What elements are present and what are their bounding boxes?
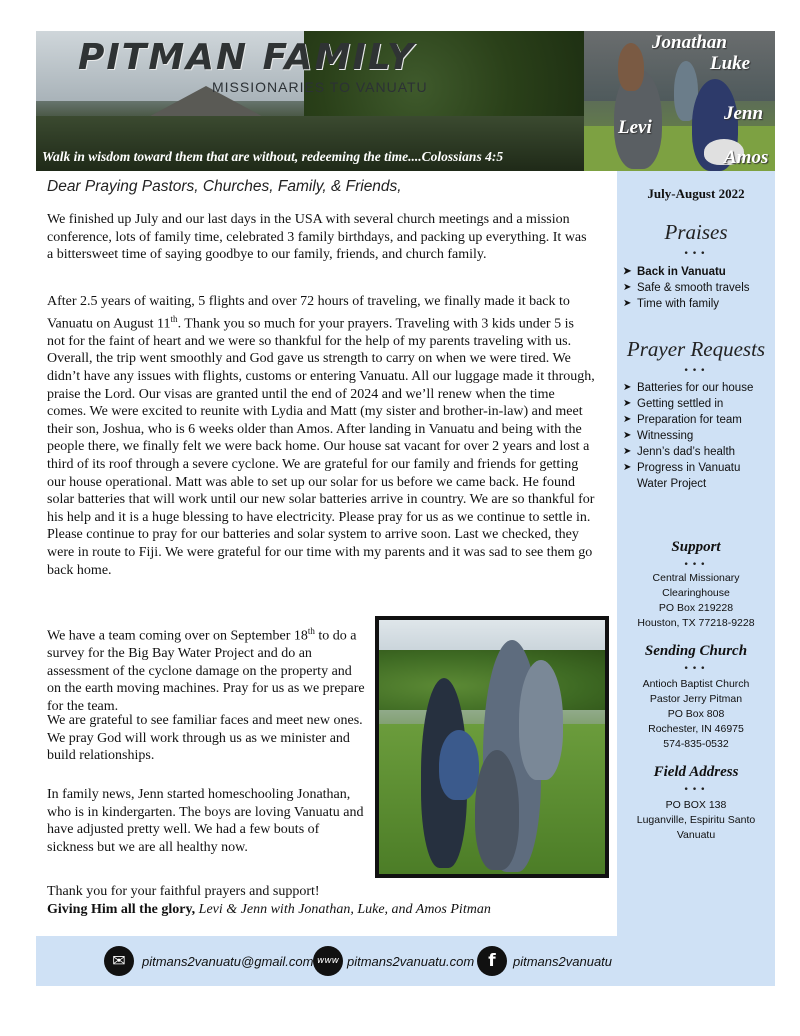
family-photo: [584, 31, 775, 171]
prayer-requests-list: [623, 380, 773, 492]
label-levi: Levi: [618, 117, 652, 138]
label-jonathan: Jonathan: [652, 32, 727, 53]
paragraph-2: [47, 293, 595, 579]
person-jonathan: [618, 43, 644, 91]
paragraph-5: In family news, Jenn started homeschooling Jonathan, who is in kindergarten. The boys are loving Vanuatu and have adjusted pretty well. We had a few bouts of sickness but we are all healthy now.: [47, 787, 364, 855]
paragraph-3-text: to do a survey for the Big Bay Water Project and do an assessment of the cyclone damage on the property and on the earth moving machines. Pray for us as we prepare for the team.: [47, 628, 365, 715]
facebook-link[interactable]: pitmans2vanuatu: [513, 954, 613, 969]
support-heading: Support: [671, 539, 721, 555]
list-item: ➤ Batteries for our house: [623, 382, 754, 394]
praises-heading: Praises: [664, 220, 728, 244]
arrow-bullet-icon: ➤: [623, 462, 632, 473]
website-icon[interactable]: www: [313, 946, 343, 976]
paragraph-3-text: We have a team coming over on September 18: [47, 628, 308, 644]
person-luke: [519, 660, 563, 780]
arrow-bullet-icon: ➤: [623, 430, 632, 441]
field-address-divider: •••: [683, 785, 709, 795]
paragraph-4: We are grateful to see familiar faces and meet new ones. We pray God will work through us as we minister and build relationships.: [47, 713, 363, 764]
arrow-bullet-icon: ➤: [623, 282, 632, 293]
label-luke: Luke: [710, 53, 751, 74]
facebook-icon[interactable]: f: [477, 946, 507, 976]
paragraph-2-text: After 2.5 years of waiting, 5 flights and over 72 hours of traveling, we finally made it back to Vanuatu on August 11: [47, 294, 570, 332]
website-link[interactable]: pitmans2vanuatu.com: [347, 954, 475, 969]
list-item: ➤ Preparation for team: [623, 414, 742, 426]
thanks-line: Thank you for your faithful prayers and support!: [47, 884, 320, 899]
label-jenn: Jenn: [724, 103, 764, 124]
ordinal-suffix: th: [307, 626, 315, 636]
newsletter-title: PITMAN FAMILY: [78, 37, 416, 78]
list-item: ➤ Getting settled in: [623, 398, 724, 410]
field-address-heading: Field Address: [653, 764, 739, 780]
field-line: Vanuatu: [676, 829, 716, 841]
family-outdoor-photo: [375, 616, 609, 878]
list-item: ➤ Back in Vanuatu: [623, 266, 726, 278]
paragraph-3: [47, 623, 365, 716]
field-line: PO BOX 138: [665, 799, 727, 811]
contact-footer: [36, 936, 775, 986]
praises-list: [623, 264, 773, 312]
support-address: [617, 571, 775, 631]
prayer-divider: •••: [683, 366, 709, 376]
field-line: Luganville, Espiritu Santo: [636, 814, 756, 826]
banner-verse: Walk in wisdom toward them that are without, redeeming the time....Colossians 4:5: [42, 149, 504, 164]
ordinal-suffix: th: [170, 313, 178, 324]
label-amos: Amos: [724, 147, 769, 168]
support-line: PO Box 219228: [658, 602, 734, 614]
sending-church-divider: •••: [683, 664, 709, 674]
person-jonathan: [475, 750, 519, 870]
closing: [47, 883, 595, 918]
church-line: Rochester, IN 46975: [648, 723, 744, 735]
closing-bold: Giving Him all the glory,: [47, 901, 196, 917]
newsletter-subtitle: MISSIONARIES TO VANUATU: [212, 79, 428, 95]
support-line: Central Missionary: [652, 572, 740, 584]
support-line: Houston, TX 77218-9228: [637, 617, 755, 629]
newsletter-date: July-August 2022: [647, 186, 745, 201]
church-line: Pastor Jerry Pitman: [649, 693, 743, 705]
sending-church-address: [617, 677, 775, 752]
paragraph-2-text: . Thank you so much for your prayers. Traveling with 3 kids under 5 is not for the faint of heart and we were so thankful for the help of my parents traveling with us. Overall, the trip went smoothly and God gave us strength to carry on when we were tired. We didn’t have any issues with flights, customs or entering Vanuatu. All our luggage made it through, praise the Lord. Our visas are granted until the end of 2024 and we’ll renew when the time comes. We were excited to reunite with Lydia and Matt (my sister and brother-in-law) and meet their son, Joshua, who is 6 weeks older than Amos. After landing in Vanuatu and being with the people there, we finally felt we were back home. Our house sat vacant for over 2 years and lost a third of its roof through a severe cyclone. We are grateful for our family and friends for getting our house operational. Matt was able to set up our solar for us before we came back. He found solar batteries that will work until our new solar batteries arrive in country. We are so thankful for his help and it is a huge blessing to have electricity. Please pray for us as we continue to settle in. Please continue to pray for our batteries and solar system to arrive soon. Last we checked, they were in route to Fiji. We were grateful for our time with my parents and it was sad to see them go back home.: [47, 316, 595, 578]
church-phone: 574-835-0532: [663, 738, 729, 750]
person-amos: [439, 730, 479, 800]
field-address: [617, 798, 775, 843]
prayer-requests-heading: Prayer Requests: [626, 337, 766, 361]
list-item: ➤ Progress in Vanuatu Water Project: [623, 462, 741, 490]
praises-divider: •••: [683, 249, 709, 259]
church-line: PO Box 808: [667, 708, 725, 720]
list-item: ➤ Jenn’s dad’s health: [623, 446, 736, 458]
church-line: Antioch Baptist Church: [642, 678, 750, 690]
list-item: ➤ Time with family: [623, 298, 719, 310]
sidebar: [617, 171, 775, 936]
arrow-bullet-icon: ➤: [623, 266, 632, 277]
arrow-bullet-icon: ➤: [623, 298, 632, 309]
arrow-bullet-icon: ➤: [623, 414, 632, 425]
list-item: ➤ Safe & smooth travels: [623, 282, 750, 294]
paragraph-1: We finished up July and our last days in the USA with several church meetings and a mission conference, lots of family time, celebrated 3 family birthdays, and packing up everything. It was a bittersweet time of saying goodbye to our family, friends, and church family.: [47, 212, 587, 263]
list-item: ➤ Witnessing: [623, 430, 694, 442]
envelope-icon[interactable]: ✉: [104, 946, 134, 976]
arrow-bullet-icon: ➤: [623, 398, 632, 409]
sending-church-heading: Sending Church: [644, 643, 748, 659]
header-banner: [36, 31, 584, 171]
letter-greeting: Dear Praying Pastors, Churches, Family, & Friends,: [47, 178, 402, 195]
support-line: Clearinghouse: [662, 587, 730, 599]
email-link[interactable]: pitmans2vanuatu@gmail.com: [142, 954, 314, 969]
arrow-bullet-icon: ➤: [623, 382, 632, 393]
signature: Levi & Jenn with Jonathan, Luke, and Amos Pitman: [198, 901, 491, 917]
support-divider: •••: [683, 560, 709, 570]
arrow-bullet-icon: ➤: [623, 446, 632, 457]
